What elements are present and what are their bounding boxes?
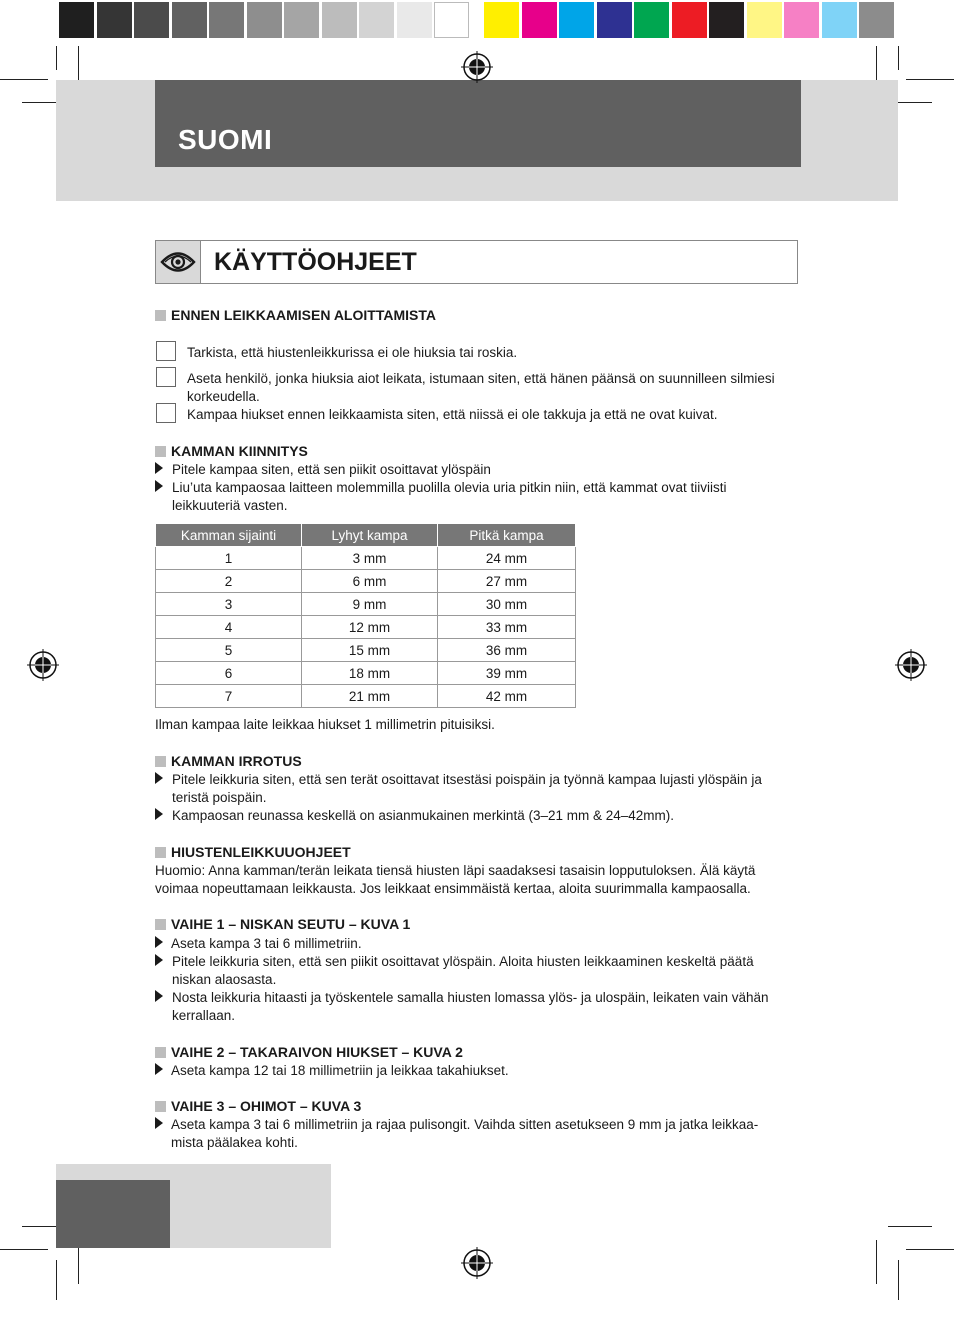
column-header: Lyhyt kampa <box>302 524 438 547</box>
table-row <box>156 662 576 685</box>
crop-mark <box>876 1240 877 1284</box>
bullet-text-continued: leikkuuteriä vasten. <box>172 498 288 513</box>
color-swatch <box>284 2 319 38</box>
bullet-arrow-icon <box>155 954 163 966</box>
color-swatch <box>322 2 357 38</box>
table-cell: 33 mm <box>438 616 576 639</box>
heading-haircut-guide: HIUSTENLEIKKUUOHJEET <box>155 844 351 860</box>
bullet-text-continued: kerrallaan. <box>172 1008 236 1023</box>
color-swatch <box>397 2 432 38</box>
table-row <box>156 639 576 662</box>
table-cell: 7 <box>156 685 302 708</box>
table-cell: 21 mm <box>302 685 438 708</box>
table-cell: 39 mm <box>438 662 576 685</box>
table-cell: 27 mm <box>438 570 576 593</box>
color-swatch <box>134 2 169 38</box>
heading-step2: VAIHE 2 – TAKARAIVON HIUKSET – KUVA 2 <box>155 1044 463 1060</box>
check-item-continued: korkeudella. <box>187 389 260 404</box>
bullet-arrow-icon <box>155 462 163 474</box>
bullet-text-continued: mista päälakea kohti. <box>171 1135 298 1150</box>
table-cell: 4 <box>156 616 302 639</box>
eye-icon-box <box>156 241 201 283</box>
bullet-text: Kampaosan reunassa keskellä on asianmukainen merkintä (3–21 mm & 24–42mm). <box>172 808 675 823</box>
table-cell: 9 mm <box>302 593 438 616</box>
section-title: KÄYTTÖOHJEET <box>214 248 417 276</box>
color-swatch <box>209 2 244 38</box>
crop-mark <box>906 1249 954 1250</box>
color-swatch <box>709 2 744 38</box>
table-cell: 2 <box>156 570 302 593</box>
crop-mark <box>0 79 48 80</box>
crop-mark <box>888 1226 932 1227</box>
table-row <box>156 616 576 639</box>
bullet-text: Pitele leikkuria siten, että sen piikit osoittavat ylöspäin. Aloita hiusten leikkaaminen keskeltä päätä <box>172 954 754 969</box>
color-swatch <box>359 2 394 38</box>
table-cell: 18 mm <box>302 662 438 685</box>
checkbox[interactable] <box>156 367 176 387</box>
color-swatch <box>634 2 669 38</box>
table-cell: 3 <box>156 593 302 616</box>
guide-text: voimaa nopeuttamaan leikkausta. Jos leikkaat ensimmäistä kertaa, aloita suurimmalla kampaosalla. <box>155 881 751 896</box>
bullet-text: Aseta kampa 12 tai 18 millimetriin ja leikkaa takahiukset. <box>171 1063 509 1078</box>
bullet-arrow-icon <box>155 480 163 492</box>
checkbox[interactable] <box>156 341 176 361</box>
bullet-text: Liu’uta kampaosaa laitteen molemmilla puolilla olevia uria pitkin niin, että kammat ovat tiiviisti <box>172 480 727 495</box>
bullet-arrow-icon <box>155 772 163 784</box>
color-swatch <box>484 2 519 38</box>
bullet-text-continued: teristä poispäin. <box>172 790 267 805</box>
table-cell: 15 mm <box>302 639 438 662</box>
color-swatch <box>434 2 469 38</box>
table-cell: 1 <box>156 547 302 570</box>
heading-step3: VAIHE 3 – OHIMOT – KUVA 3 <box>155 1098 361 1114</box>
color-swatch <box>247 2 282 38</box>
table-cell: 5 <box>156 639 302 662</box>
registration-mark-icon <box>894 648 928 682</box>
table-row <box>156 547 576 570</box>
table-cell: 6 <box>156 662 302 685</box>
crop-mark <box>0 1249 48 1250</box>
check-item: Aseta henkilö, jonka hiuksia aiot leikata, istumaan siten, että hänen päänsä on suunnilleen silmiesi <box>187 371 775 386</box>
bullet-arrow-icon <box>155 990 163 1002</box>
heading-before-cutting: ENNEN LEIKKAAMISEN ALOITTAMISTA <box>155 307 436 323</box>
table-row <box>156 685 576 708</box>
heading-step1: VAIHE 1 – NISKAN SEUTU – KUVA 1 <box>155 916 410 932</box>
bullet-arrow-icon <box>155 808 163 820</box>
eye-icon <box>156 241 200 283</box>
section-header <box>155 240 798 284</box>
color-swatch <box>672 2 707 38</box>
color-swatch <box>172 2 207 38</box>
bullet-arrow-icon <box>155 1063 163 1075</box>
crop-mark <box>906 79 954 80</box>
table-cell: 30 mm <box>438 593 576 616</box>
table-row <box>156 593 576 616</box>
color-swatch <box>522 2 557 38</box>
guide-text: Huomio: Anna kamman/terän leikata tiensä hiusten läpi saadaksesi tasaisin lopputuloksen. Älä käytä <box>155 863 756 878</box>
color-swatch <box>97 2 132 38</box>
color-swatch <box>859 2 894 38</box>
bullet-text: Aseta kampa 3 tai 6 millimetriin. <box>171 936 362 951</box>
checkbox[interactable] <box>156 403 176 423</box>
bullet-arrow-icon <box>155 936 163 948</box>
page-number-block <box>56 1180 170 1248</box>
color-swatch <box>559 2 594 38</box>
registration-mark-icon <box>26 648 60 682</box>
table-cell: 12 mm <box>302 616 438 639</box>
color-swatch <box>747 2 782 38</box>
bullet-text: Aseta kampa 3 tai 6 millimetriin ja rajaa pulisongit. Vaihda sitten asetukseen 9 mm ja jatka leikkaa- <box>171 1117 759 1132</box>
crop-mark <box>898 46 899 70</box>
color-swatch <box>59 2 94 38</box>
bullet-text: Nosta leikkuria hitaasti ja työskentele samalla hiusten lomassa ylös- ja ulospäin, leikaten vain vähän <box>172 990 769 1005</box>
comb-table <box>155 523 576 708</box>
color-swatch <box>822 2 857 38</box>
registration-mark-icon <box>460 1246 494 1280</box>
check-item: Kampaa hiukset ennen leikkaamista siten, että niissä ei ole takkuja ja että ne ovat kuivat. <box>187 407 718 422</box>
registration-mark-icon <box>460 50 494 84</box>
check-item: Tarkista, että hiustenleikkurissa ei ole hiuksia tai roskia. <box>187 345 518 360</box>
crop-mark <box>56 1260 57 1300</box>
bullet-text: Pitele leikkuria siten, että sen terät osoittavat itsestäsi poispäin ja työnnä kampaa lujasti ylöspäin ja <box>172 772 762 787</box>
column-header: Pitkä kampa <box>438 524 576 547</box>
table-row <box>156 570 576 593</box>
table-cell: 6 mm <box>302 570 438 593</box>
bullet-arrow-icon <box>155 1117 163 1129</box>
table-cell: 3 mm <box>302 547 438 570</box>
bullet-text-continued: niskan alaosasta. <box>172 972 277 987</box>
table-note: Ilman kampaa laite leikkaa hiukset 1 millimetrin pituisiksi. <box>155 717 495 732</box>
color-swatch <box>597 2 632 38</box>
table-cell: 24 mm <box>438 547 576 570</box>
table-header-row <box>156 524 576 547</box>
table-cell: 42 mm <box>438 685 576 708</box>
bullet-text: Pitele kampaa siten, että sen piikit osoittavat ylöspäin <box>172 462 491 477</box>
crop-mark <box>56 46 57 70</box>
heading-comb-remove: KAMMAN IRROTUS <box>155 753 302 769</box>
crop-mark <box>898 1260 899 1300</box>
language-header <box>155 80 801 167</box>
column-header: Kamman sijainti <box>156 524 302 547</box>
color-swatch <box>784 2 819 38</box>
language-title: SUOMI <box>178 124 273 155</box>
table-cell: 36 mm <box>438 639 576 662</box>
heading-comb-attach: KAMMAN KIINNITYS <box>155 443 308 459</box>
